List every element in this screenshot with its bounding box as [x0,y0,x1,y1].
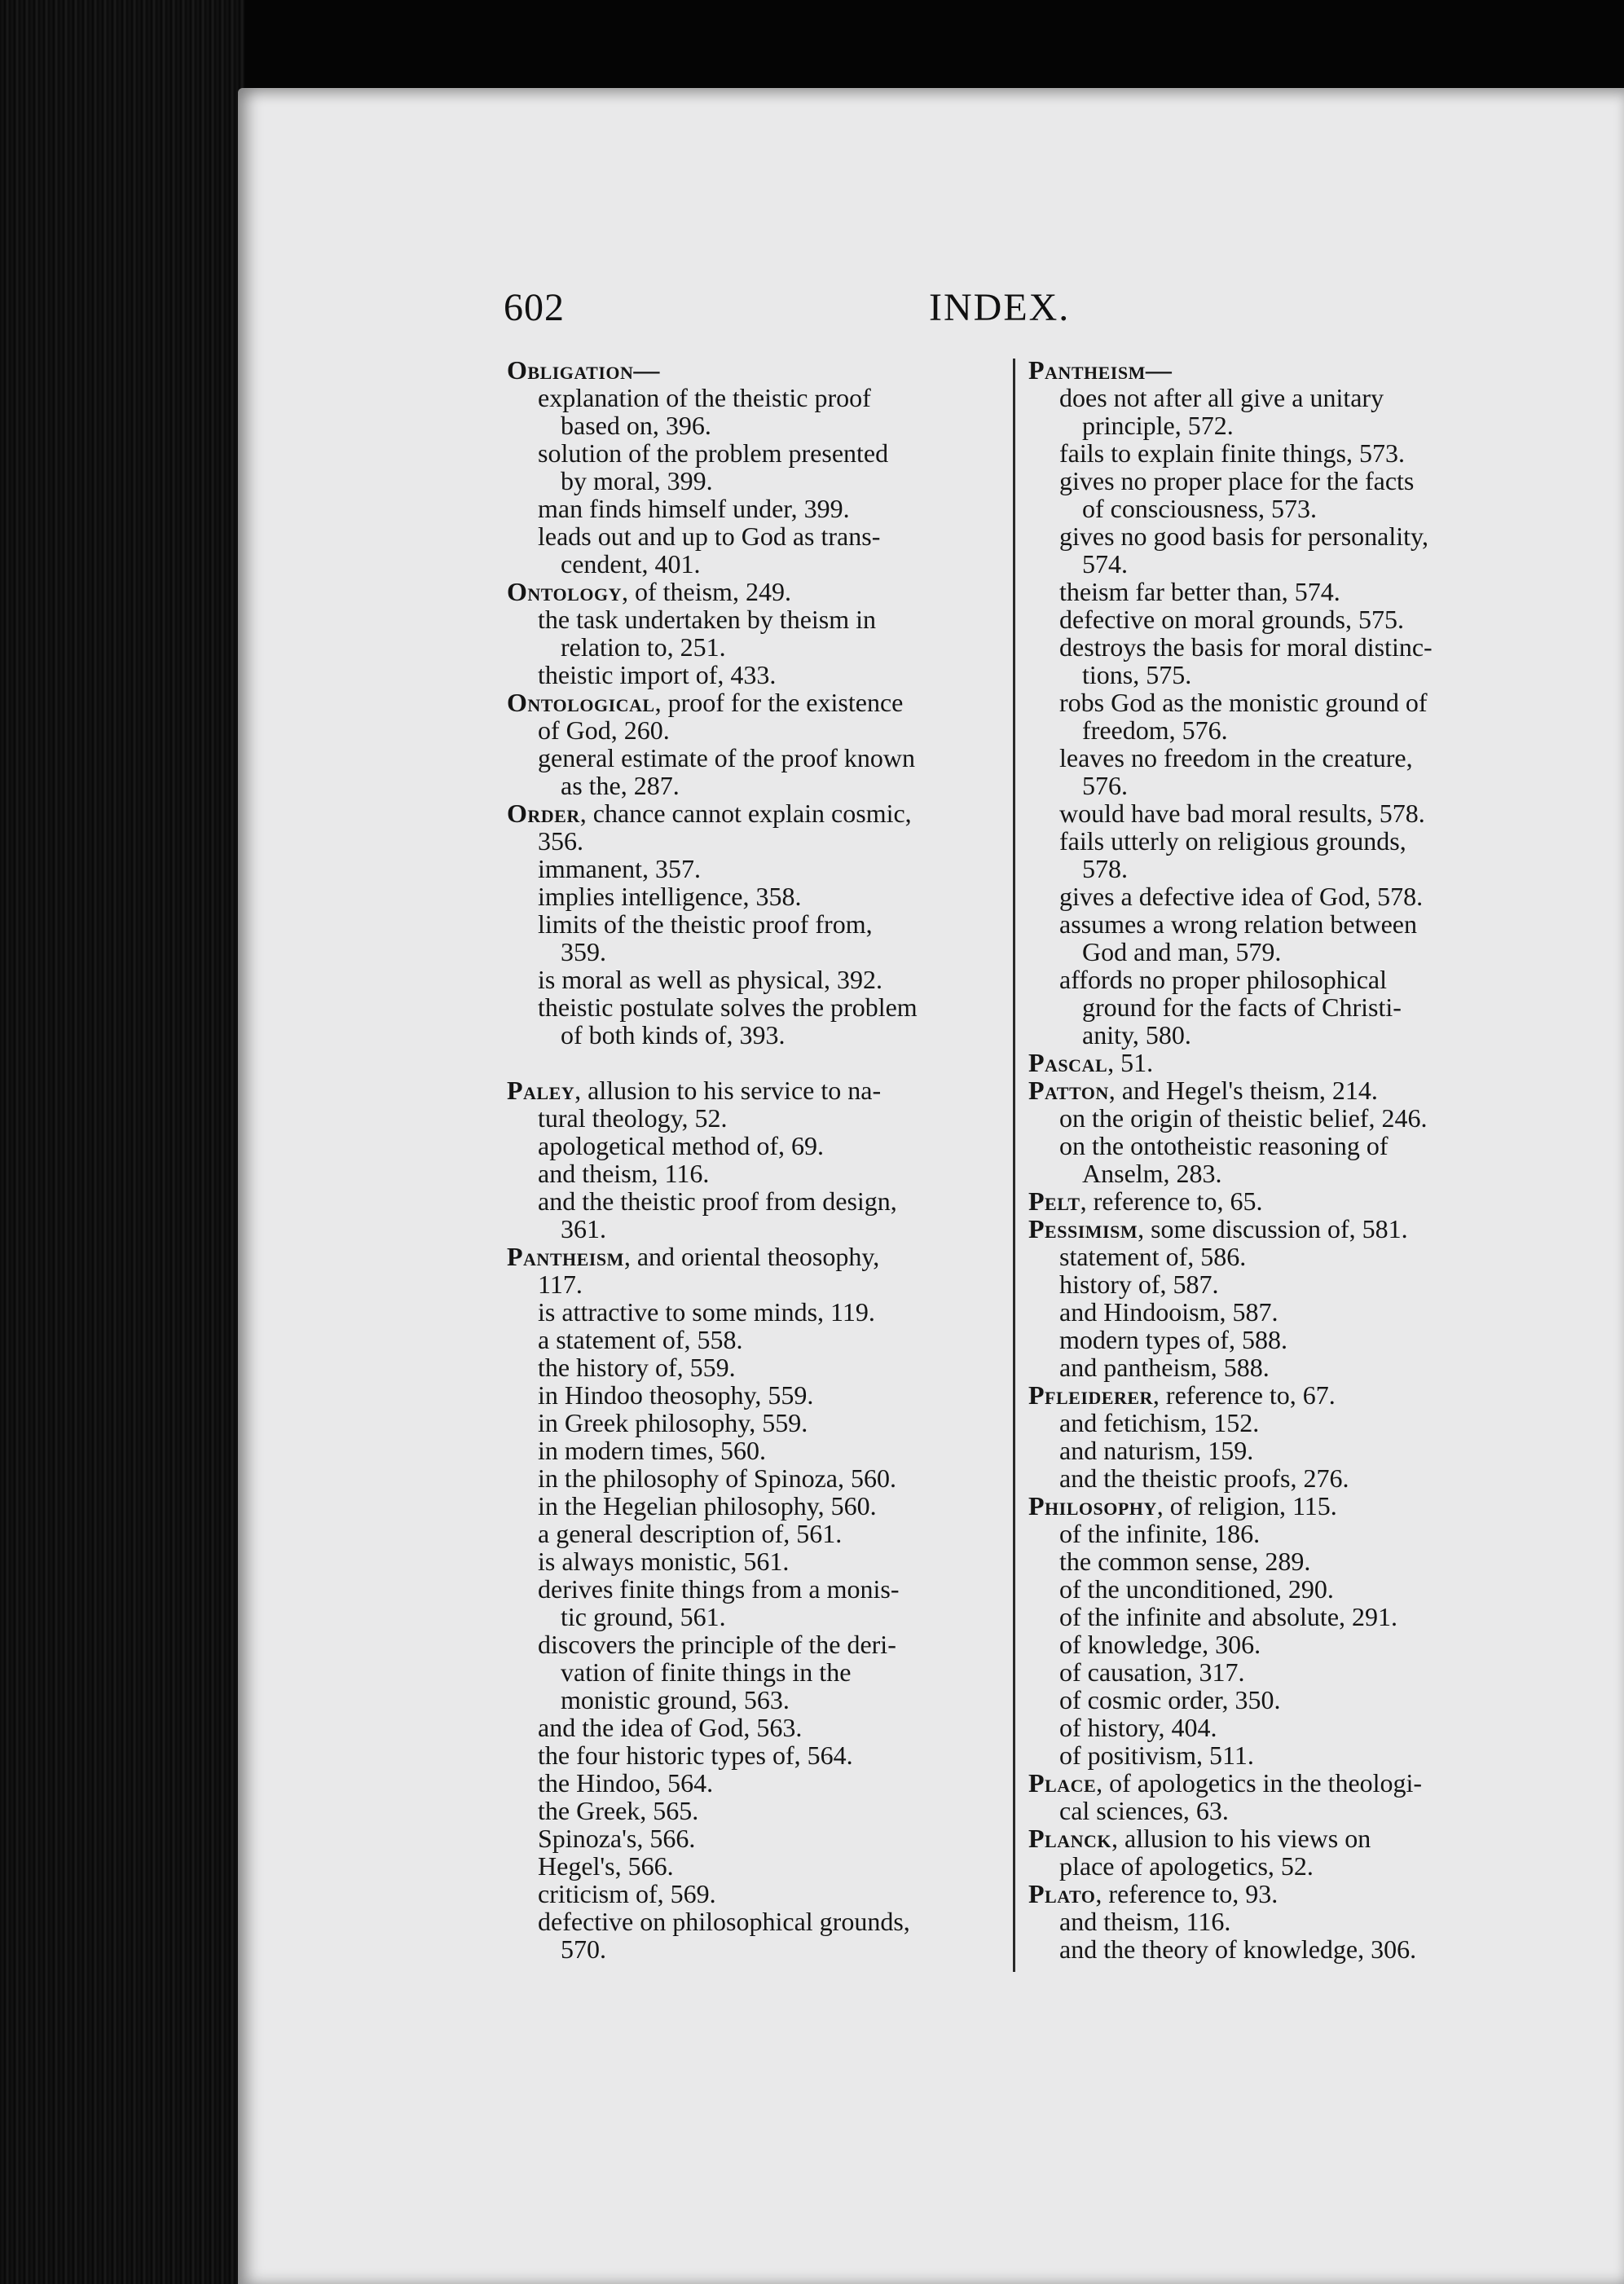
subentry-line: limits of the theistic proof from, [538,909,873,939]
heading-line [1028,1880,1505,1908]
index-subentry [507,495,996,522]
continuation-line: of God, 260. [538,715,670,745]
subentry-line: of the infinite, 186. [1059,1519,1261,1548]
index-subentry [507,1880,996,1908]
index-heading-entry [1028,1215,1505,1243]
index-subentry [507,1908,996,1963]
subentry-line: on the ontotheistic reasoning of [1059,1131,1389,1160]
column-divider [1013,359,1015,1972]
index-subentry [1028,799,1505,827]
continuation-line: 570. [561,1934,606,1964]
index-subentry [1028,1243,1505,1270]
heading-line [1028,1187,1505,1215]
index-locator: , and Hegel's theism, 214. [1108,1076,1378,1105]
subentry-line: discovers the principle of the deri- [538,1630,896,1659]
subentry-line: and the idea of God, 563. [538,1713,803,1742]
index-subentry [507,910,996,966]
page-number: 602 [504,286,565,329]
index-term: Ontological [507,688,655,717]
index-subentry [507,993,996,1049]
subentry-line: and fetichism, 152. [1059,1408,1260,1437]
index-locator: , of apologetics in the theologi- [1096,1768,1423,1798]
index-subentry [1028,1714,1505,1741]
index-subentry [1028,1520,1505,1547]
subentry-line: and the theistic proof from design, [538,1186,897,1216]
index-subentry [507,1326,996,1353]
heading-line [1028,1492,1505,1520]
subentry-line: a general description of, 561. [538,1519,843,1548]
subentry-line: and pantheism, 588. [1059,1353,1270,1382]
index-subentry [507,522,996,578]
subentry-line: on the origin of theistic belief, 246. [1059,1103,1428,1133]
index-subentry [507,1797,996,1824]
continuation-line: 117. [538,1270,583,1299]
index-subentry [1028,966,1505,1049]
subentry-line: in the philosophy of Spinoza, 560. [538,1463,896,1493]
index-term: Planck [1028,1824,1111,1853]
index-locator: , of religion, 115. [1156,1491,1337,1520]
index-subentry [507,605,996,661]
index-subentry [507,1132,996,1160]
heading-line [507,1076,996,1104]
index-subentry [1028,1575,1505,1603]
continuation-line: principle, 572. [1082,411,1234,440]
index-term: Paley [507,1076,575,1105]
index-term: Philosophy [1028,1491,1157,1520]
continuation-line: based on, 396. [561,411,711,440]
index-term: Pfleiderer [1028,1380,1153,1410]
index-term: Pessimism [1028,1214,1138,1243]
subentry-line: criticism of, 569. [538,1879,716,1908]
index-term: Order [507,799,580,828]
subentry-line: defective on philosophical grounds, [538,1907,910,1936]
index-subentry [507,661,996,689]
subentry-line: and theism, 116. [538,1159,710,1188]
index-locator: , some discussion of, 581. [1138,1214,1408,1243]
index-subentry [1028,1630,1505,1658]
index-subentry [507,744,996,799]
subentry-line: apologetical method of, 69. [538,1131,825,1160]
index-subentry [507,1492,996,1520]
index-subentry [507,1409,996,1437]
continuation-line: freedom, 576. [1082,715,1228,745]
continuation-line: anity, 580. [1082,1020,1191,1050]
subentry-line: would have bad moral results, 578. [1059,799,1425,828]
index-subentry [507,1160,996,1187]
subentry-line: of positivism, 511. [1059,1741,1254,1770]
subentry-line: explanation of the theistic proof [538,383,871,412]
index-subentry [1028,1132,1505,1187]
subentry-line: man finds himself under, 399. [538,494,850,523]
index-subentry [1028,605,1505,633]
index-subentry [507,1298,996,1326]
index-subentry [1028,1658,1505,1686]
index-subentry [1028,827,1505,882]
index-heading-entry [1028,1049,1505,1076]
continuation-line: place of apologetics, 52. [1059,1851,1314,1881]
continuation-line: cal sciences, 63. [1059,1796,1229,1825]
index-term: Pascal [1028,1048,1108,1077]
index-subentry [507,1769,996,1797]
subentry-line: affords no proper philosophical [1059,965,1387,994]
heading-line [507,799,996,827]
index-subentry [507,1741,996,1769]
index-heading-entry [1028,1492,1505,1520]
heading-line [1028,1381,1505,1409]
subentry-line: theistic postulate solves the problem [538,992,918,1022]
index-subentry [507,1437,996,1464]
index-term: Place [1028,1768,1097,1798]
continuation-line: monistic ground, 563. [561,1685,790,1714]
subentry-line: statement of, 586. [1059,1242,1247,1271]
subentry-line: the Greek, 565. [538,1796,699,1825]
subentry-line: theistic import of, 433. [538,660,777,689]
index-subentry [1028,1547,1505,1575]
subentry-line: immanent, 357. [538,854,701,883]
continuation-line: 578. [1082,854,1128,883]
index-subentry [1028,384,1505,439]
index-term: Obligation— [507,355,660,385]
index-heading-entry [1028,1076,1505,1104]
continuation-line: 574. [1082,549,1128,579]
index-term: Plato [1028,1879,1096,1908]
index-locator: , reference to, 93. [1095,1879,1279,1908]
index-subentry [1028,1270,1505,1298]
index-locator: , chance cannot explain cosmic, [579,799,912,828]
index-heading-entry [1028,1187,1505,1215]
book-spine [0,0,244,2284]
index-subentry [1028,522,1505,578]
index-subentry [1028,1104,1505,1132]
subentry-line: the common sense, 289. [1059,1547,1311,1576]
subentry-line: Hegel's, 566. [538,1851,674,1881]
subentry-line: the Hindoo, 564. [538,1768,714,1798]
subentry-line: in Hindoo theosophy, 559. [538,1380,814,1410]
subentry-line: the four historic types of, 564. [538,1741,853,1770]
subentry-line: solution of the problem presented [538,438,889,468]
continuation-line: cendent, 401. [561,549,701,579]
subentry-line: assumes a wrong relation between [1059,909,1417,939]
subentry-line: does not after all give a unitary [1059,383,1384,412]
index-subentry [507,1520,996,1547]
index-subentry [1028,1409,1505,1437]
index-subentry [507,1714,996,1741]
index-heading-entry [1028,356,1505,384]
index-heading-entry [507,578,996,605]
index-subentry [507,1187,996,1243]
index-subentry [507,1575,996,1630]
subentry-line: in Greek philosophy, 559. [538,1408,808,1437]
index-subentry [1028,1741,1505,1769]
index-subentry [1028,633,1505,689]
index-term: Pantheism— [1028,355,1173,385]
subentry-line: fails to explain finite things, 573. [1059,438,1405,468]
subentry-line: a statement of, 558. [538,1325,743,1354]
index-subentry [1028,1686,1505,1714]
index-subentry [507,1381,996,1409]
index-subentry [1028,439,1505,467]
subentry-line: and theism, 116. [1059,1907,1231,1936]
continuation-line: of both kinds of, 393. [561,1020,786,1050]
heading-line [1028,1215,1505,1243]
subentry-line: leads out and up to God as trans- [538,521,881,551]
continuation-line: God and man, 579. [1082,937,1282,966]
index-subentry [507,1464,996,1492]
subentry-line: derives finite things from a monis- [538,1574,900,1604]
entry-spacer [507,1049,996,1076]
subentry-line: implies intelligence, 358. [538,882,802,911]
subentry-line: the task undertaken by theism in [538,605,877,634]
index-subentry [507,384,996,439]
index-subentry [507,966,996,993]
subentry-line: Spinoza's, 566. [538,1824,696,1853]
subentry-line: the history of, 559. [538,1353,736,1382]
index-subentry [507,439,996,495]
index-locator: , reference to, 67. [1152,1380,1336,1410]
index-subentry [507,855,996,882]
continuation-line: tic ground, 561. [561,1602,726,1631]
index-locator: , and oriental theosophy, [623,1242,880,1271]
subentry-line: and the theistic proofs, 276. [1059,1463,1349,1493]
index-subentry [507,1852,996,1880]
continuation-line: by moral, 399. [561,466,713,495]
index-subentry [1028,1603,1505,1630]
index-subentry [1028,467,1505,522]
continuation-line: ground for the facts of Christi- [1082,992,1402,1022]
heading-line [507,356,996,384]
index-heading-entry [1028,1769,1505,1824]
continuation-line: as the, 287. [561,771,680,800]
index-heading-entry [1028,1381,1505,1409]
subentry-line: and naturism, 159. [1059,1436,1254,1465]
subentry-line: gives no proper place for the facts [1059,466,1415,495]
heading-line [1028,1049,1505,1076]
continuation-line: of consciousness, 573. [1082,494,1317,523]
subentry-line: in modern times, 560. [538,1436,766,1465]
index-subentry [1028,1437,1505,1464]
subentry-line: modern types of, 588. [1059,1325,1287,1354]
subentry-line: destroys the basis for moral distinc- [1059,632,1433,662]
index-term: Patton [1028,1076,1109,1105]
index-heading-entry [507,356,996,384]
index-term: Pelt [1028,1186,1080,1216]
index-subentry [1028,1935,1505,1963]
subentry-line: robs God as the monistic ground of [1059,688,1428,717]
heading-line [1028,1769,1505,1797]
index-column-right [1028,356,1505,1963]
index-subentry [1028,689,1505,744]
heading-line [507,689,996,716]
index-heading-entry [1028,1880,1505,1908]
index-subentry [1028,1908,1505,1935]
subentry-line: is moral as well as physical, 392. [538,965,883,994]
subentry-line: of knowledge, 306. [1059,1630,1261,1659]
continuation-line: 576. [1082,771,1128,800]
subentry-line: in the Hegelian philosophy, 560. [538,1491,877,1520]
index-subentry [507,1353,996,1381]
index-subentry [507,1630,996,1714]
index-column-left [507,356,996,1963]
index-subentry [1028,1326,1505,1353]
index-locator: , allusion to his views on [1111,1824,1371,1853]
running-head: INDEX. [929,286,1071,329]
index-subentry [507,1547,996,1575]
subentry-line: of causation, 317. [1059,1657,1245,1687]
index-locator: , of theism, 249. [621,577,791,606]
index-heading-entry [507,1243,996,1298]
continuation-line: tions, 575. [1082,660,1192,689]
index-locator: , proof for the existence [654,688,904,717]
subentry-line: of the infinite and absolute, 291. [1059,1602,1398,1631]
index-heading-entry [1028,1824,1505,1880]
index-heading-entry [507,799,996,855]
index-locator: , allusion to his service to na- [574,1076,882,1105]
subentry-line: is attractive to some minds, 119. [538,1297,875,1327]
continuation-line: 361. [561,1214,606,1243]
index-subentry [1028,744,1505,799]
subentry-line: theism far better than, 574. [1059,577,1340,606]
subentry-line: of the unconditioned, 290. [1059,1574,1334,1604]
index-locator: , reference to, 65. [1080,1186,1263,1216]
subentry-line: gives no good basis for personality, [1059,521,1428,551]
index-subentry [1028,578,1505,605]
index-subentry [507,1824,996,1852]
heading-line [1028,356,1505,384]
subentry-line: leaves no freedom in the creature, [1059,743,1413,772]
continuation-line: vation of finite things in the [561,1657,852,1687]
subentry-line: history of, 587. [1059,1270,1219,1299]
subentry-line: fails utterly on religious grounds, [1059,826,1406,856]
continuation-line: 356. [538,826,583,856]
index-term: Pantheism [507,1242,624,1271]
subentry-line: defective on moral grounds, 575. [1059,605,1404,634]
subentry-line: is always monistic, 561. [538,1547,790,1576]
subentry-line: and the theory of knowledge, 306. [1059,1934,1417,1964]
subentry-line: gives a defective idea of God, 578. [1059,882,1424,911]
index-term: Ontology [507,577,622,606]
index-subentry [1028,1298,1505,1326]
index-heading-entry [507,1076,996,1132]
index-subentry [1028,1464,1505,1492]
continuation-line: relation to, 251. [561,632,726,662]
index-subentry [1028,910,1505,966]
index-subentry [1028,1353,1505,1381]
continuation-line: 359. [561,937,606,966]
index-subentry [1028,882,1505,910]
heading-line [1028,1824,1505,1852]
heading-line [1028,1076,1505,1104]
index-heading-entry [507,689,996,744]
continuation-line: tural theology, 52. [538,1103,728,1133]
continuation-line: Anselm, 283. [1082,1159,1222,1188]
subentry-line: of history, 404. [1059,1713,1217,1742]
heading-line [507,578,996,605]
subentry-line: and Hindooism, 587. [1059,1297,1279,1327]
subentry-line: of cosmic order, 350. [1059,1685,1281,1714]
subentry-line: general estimate of the proof known [538,743,915,772]
index-locator: , 51. [1107,1048,1154,1077]
heading-line [507,1243,996,1270]
index-subentry [507,882,996,910]
